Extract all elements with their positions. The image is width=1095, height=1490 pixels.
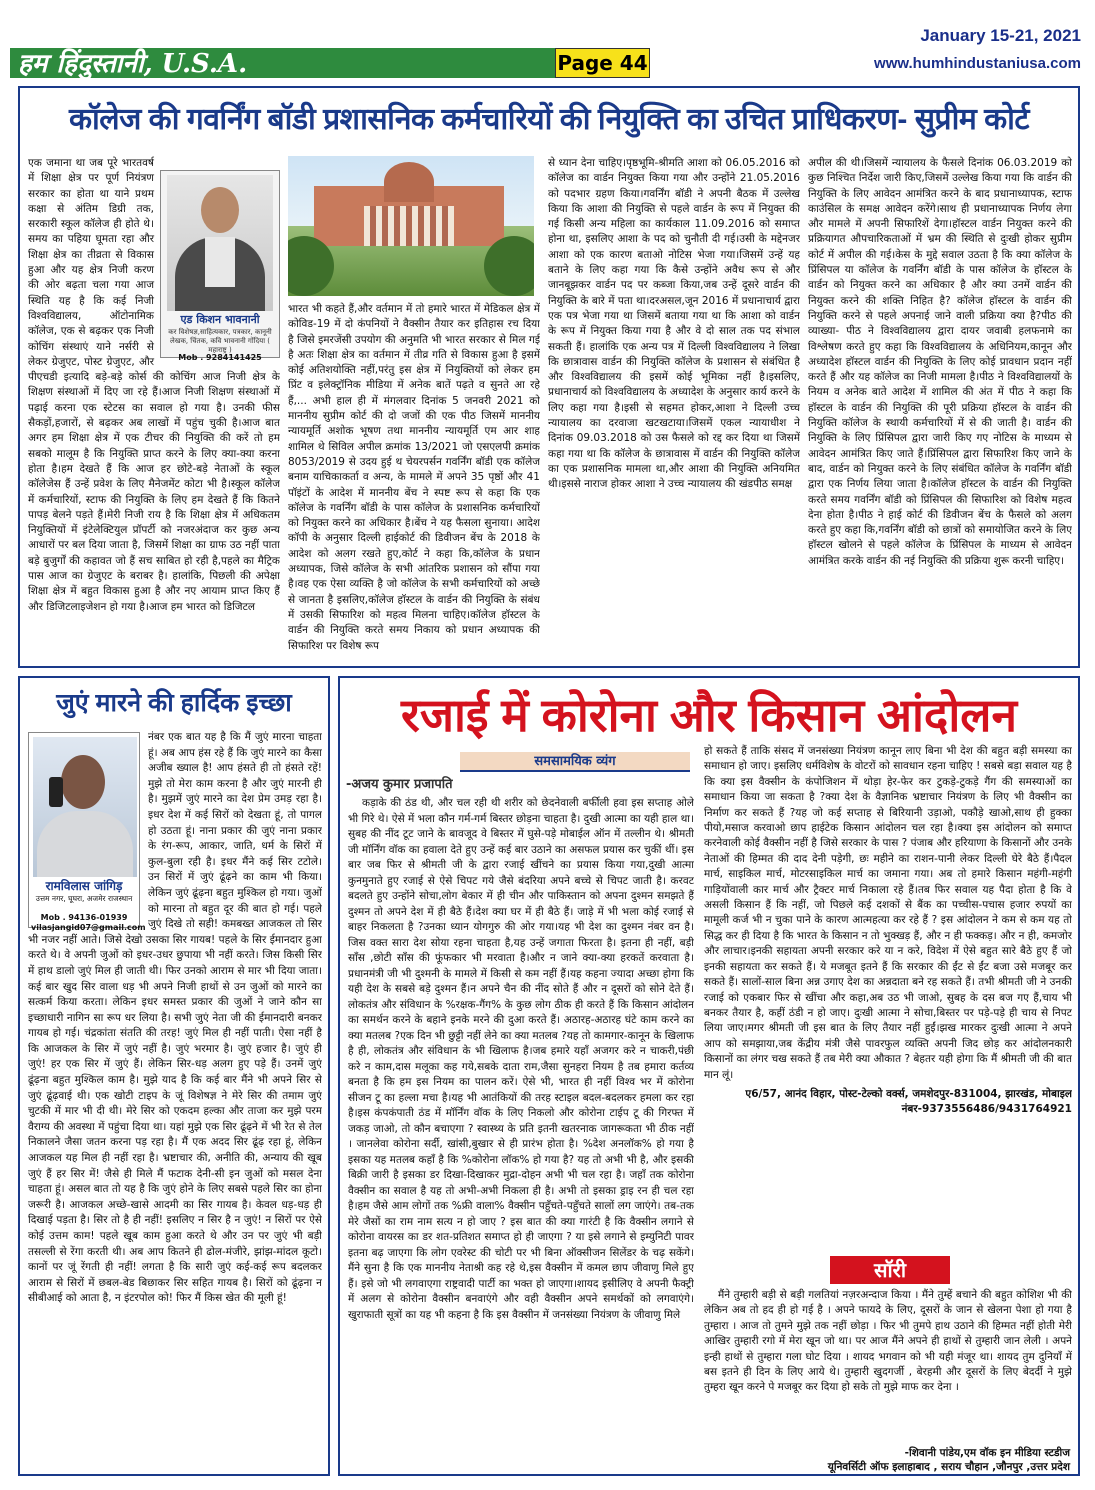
headline: जुएं मारने की हार्दिक इच्छा bbox=[56, 689, 292, 717]
article-column-3 bbox=[548, 156, 800, 664]
website: www.humhindustaniusa.com bbox=[874, 55, 1081, 72]
author-name: रामविलास जांगिड़ bbox=[45, 879, 123, 893]
masthead bbox=[0, 0, 1095, 82]
story-corona-farmers bbox=[338, 676, 1080, 1476]
story-lice bbox=[18, 676, 330, 1476]
sorry-article bbox=[704, 1288, 1072, 1446]
article-body bbox=[28, 730, 322, 1472]
issue-date: January 15-21, 2021 bbox=[920, 26, 1081, 45]
story-supreme-court bbox=[18, 86, 1080, 668]
author-address: ए6/57, आनंद विहार, पोस्ट-टेल्को वर्क्स, जमशेदपुर-831004, झारखंड, मोबाइल नंबर-9373556486/9431764921 bbox=[745, 1087, 1072, 1116]
article-text: नंबर एक बात यह है कि मैं जुएं मारना चाहता हूं। अब आप हंस रहे हैं कि जुएं मारने का कैसा अजीब ख्याल है! आप हंसते ही तो हंसते रहें! मुझे तो मेरा काम करना है और जुएं मारनी ही है। मुझमें जुएं मारने का देश प्रेम उमड़ रहा है। इधर देश में कई सिरों को देखता हूं, तो पागल हो उठता हूं। नाना प्रकार की जुएं नाना प्रकार के रंग-रूप, आकार, जाति, धर्म के सिरों में कुल-बुला रही है। इधर मैंने कई सिर टटोले। उन सिरों में जुएं ढूंढ़ने का काम भी किया। लेकिन जुएं ढूंढ़ना बहुत मुश्किल हो गया। जुओं को मारना तो बहुत दूर की बात हो गई। पहले जुएं दिखे तो सही! कमबख्त आजकल तो सिर भी नजर नहीं आते। जिसे देखो उसका सिर गायब! पहले के सिर ईमानदार हुआ करते थे। वे अपनी जुओं को इधर-उधर छुपाया भी नहीं करते। जिस किसी सिर में हाथ डालो जुएं मिल ही जाती थी। फिर उनको आराम से मार भी दिया जाता। कई बार खुद सिर वाला धड़ भी अपने निजी हाथों से उन जुओं को मारने का सत्कर्म किया करता। लेकिन इधर समस्त प्रकार की जुओं ने जाने कौन सा इच्छाधारी नागिन सा रूप धर लिया है। सभी जुएं नेता जी की ईमानदारी बनकर गायब हो गई। चंद्रकांता संतति की तरह! जुएं मिल ही नहीं पाती। ऐसा नहीं है कि आजकल के सिर में जुएं नहीं है। जुएं भरमार है। जुएं हजार है। जुएं ही जुएं! हर एक सिर में जुएं हैं। लेकिन सिर-धड़ अलग हुए पड़े हैं। उनमें जुएं ढूंढ़ना बहुत मुश्किल काम है। मुझे याद है कि कई बार मैंने भी अपने सिर से जुएं ढूंढ़वाई थी। एक खोटी टाइप के जूं विशेषज्ञ ने मेरे सिर की तमाम जुएं चुटकी में मार भी दी थी। मेरे सिर को एकदम हल्का और ताजा कर मुझे परम वैराग्य की अवस्था में पहुंचा दिया था। यहां मुझे एक सिर ढूंढ़ने में भी रेत से तेल निकालने जैसा जतन करना पड़ रहा है। मैं एक अदद सिर ढूंढ़ रहा हूं, लेकिन आजकल यह मिल ही नहीं रहा है। भ्रष्टाचार की, अनीति की, अन्याय की खूब जुएं हैं हर सिर में! जैसे ही मिले मैं फटाक देनी-सी इन जुओं को मसल देना चाहता हूं। असल बात तो यह है कि जुएं होने के लिए सबसे पहले सिर का होना जरूरी है। आजकल अच्छे-खासे आदमी का सिर गायब है। केवल धड़-धड़ ही दिखाई पड़ता है। सिर तो है ही नहीं! इसलिए न सिर है न जुएं! न सिरों पर ऐसे कोई उत्तम काम! पहले खूब काम हुआ करते थे और उन पर जुएं भी बड़ी तसल्ली से रेंगा करती थी। अब आप कितने ही ढोल-मंजीरे, झांझ-मांदल कूटो। कानों पर जूं रेंगती ही नहीं! लगता है कि सारी जुएं कई-कई रूप बदलकर आराम से सिरों में छबल-बेड बिछाकर सिर सहित गायब है। सिरों को ढूंढ़ना न सीबीआई को आता है, न इंटरपोल को! फिर मैं किस खेत की मूली हूं! bbox=[28, 731, 322, 1305]
section-kicker: समसामयिक व्यंग bbox=[460, 752, 690, 772]
author-name: एड किशन भावनानी bbox=[180, 313, 260, 326]
article-text: मैंने तुम्हारी बड़ी से बड़ी गलतियां नज़रअन्दाज किया । मैंने तुम्हें बचाने की बहुत कोशिश भी की लेकिन अब तो हद ही हो गई है । अपने फायदे के लिए, दूसरों के जान से खेलना पेशा हो गया है तुम्हारा । आज तो तुमने मुझे तक नहीं छोड़ा । फिर भी तुमपे हाथ उठाने की हिम्मत नहीं होती मेरी आखिर तुम्हारी रगो में मेरा खून जो था। पर आज मैंने अपने ही हाथों से तुम्हारी जान लेली । अपने इन्ही हाथों से तुम्हारा गला घोट दिया । शायद भगवान को भी यही मंजूर था। शायद तुम दुनियाँ में बस इतने ही दिन के लिए आये थे। तुम्हारी खुदगर्जी , बेरहमी और दूसरों के लिए बेदर्दी ने मुझे तुम्हरा खून करने पे मजबूर कर दिया हो सके तो मुझे माफ कर देना । bbox=[704, 1289, 1072, 1394]
author-photo bbox=[33, 737, 137, 877]
author-description: उत्तम नगर, घूघरा, अजमेर राजस्थान bbox=[35, 894, 133, 903]
author-profile bbox=[28, 732, 146, 932]
author-contact bbox=[31, 913, 146, 933]
article-column-1 bbox=[28, 156, 280, 664]
author-description: कर विशेषज्ञ,साहित्यकार, पत्रकार, कानूनी लेखक, चिंतक, कवि भावनानी गोंदिया ( महाराष्ट्र ) bbox=[168, 328, 272, 354]
article-text: भारत भी कहते हैं,और वर्तमान में तो हमारे भारत में मेडिकल क्षेत्र में कोविड-19 में दो कंपनियों ने वैक्सीन तैयार कर इतिहास रच दिया है जिसे इमरजेंसी उपयोग की अनुमति भी भारत सरकार से मिल गई है अतः शिक्षा क्षेत्र का वर्तमान में तीव्र गति से विकास हुआ है इसमें कोई अतिशयोक्ति नहीं,परंतु इस क्षेत्र में नियुक्तियों को लेकर हम प्रिंट व इलेक्ट्रॉनिक मीडिया में अनेक बातें पढ़ते व सुनते आ रहे हैं,... अभी हाल ही में मंगलवार दिनांक 5 जनवरी 2021 को माननीय सुप्रीम कोर्ट की दो जजों की एक पीठ जिसमें माननीय न्यायमूर्ति अशोक भूषण तथा माननीय न्यायमूर्ति एम आर शाह शामिल थे सिविल अपील क्रमांक 13/2021 जो एसएलपी क्रमांक 8053/2019 से उदय हुई थ चेयरपर्सन गवर्निंग बॉडी एक कॉलेज बनाम याचिकाकर्ता व अन्य, के मामले में अपने 35 पृष्ठों और 41 पॉइंटों के आदेश में माननीय बेंच ने स्पष्ट रूप से कहा कि एक कॉलेज के गवर्निंग बॉडी के पास कॉलेज के प्रशासनिक कर्मचारियों को नियुक्त करने का अधिकार है।बेंच ने यह फैसला सुनाया। आदेश कॉपी के अनुसार दिल्ली हाईकोर्ट की डिवीजन बेंच के 2018 के आदेश को अलग रखते हुए,कोर्ट ने कहा कि,कॉलेज के प्रधान अध्यापक, जिसे कॉलेज के सभी आंतरिक प्रशासन को सौंपा गया है।वह एक ऐसा व्यक्ति है जो कॉलेज के सभी कर्मचारियों को अच्छे से जानता है इसलिए,कॉलेज हॉस्टल के वार्डन की नियुक्ति के संबंध में उसकी सिफारिश को महत्व मिलना चाहिए।कॉलेज हॉस्टल के वार्डन की नियुक्ति करते समय निकाय को प्रधान अध्यापक की सिफारिश पर विशेष रूप bbox=[288, 303, 540, 652]
article-text: कड़ाके की ठंड थी, और चल रही थी शरीर को छेदनेवाली बर्फीली हवा इस सप्ताह ओले भी गिरे थे। ऐसे में भला कौन गर्म-गर्म बिस्तर छोड़ना चाहता है। दुखी आत्मा का यही हाल था। सुबह की नींद टूट जाने के बावजूद वे बिस्तर में घुसे-पड़े मोबाईल ऑन में तल्लीन थे। श्रीमती जी मॉर्निंग वॉक का हवाला देते हुए उन्हें कई बार उठाने का असफल प्रयास कर चुकीं थीं। इस बार जब फिर से श्रीमती जी के द्वारा रजाई खींचने का प्रयास किया गया,दुखी आत्मा कुनमुनाते हुए रजाई से ऐसे चिपट गये जैसे बंदरिया अपने बच्चे से चिपट जाती है। करवट बदलते हुए उन्होंने सोचा,लोग बेकार में ही चीन और पाकिस्तान को अपना दुश्मन समझते हैं दुश्मन तो अपने देश में ही बैठे हैं।देश क्या घर में ही बैठे हैं। जाड़े में भी भला कोई रजाई से बाहर निकलता है ?उनका ध्यान योगगुरु की ओर गया।यह भी देश का दुश्मन नंबर वन है। जिस वक्त सारा देश सोया रहना चाहता है,यह उन्हें जगाता फिरता है। इतना ही नहीं, बड़ी साँस ,छोटी साँस की फूंफकार भी मरवाता है।और न जाने क्या-क्या हरकतें करवाता है। प्रधानमंत्री जी भी दुश्मनी के मामले में किसी से कम नहीं हैं।यह कहना ज्यादा अच्छा होगा कि यही देश के सबसे बड़े दुश्मन हैं।न अपने चैन की नींद सोते हैं और न दूसरों को सोने देते हैं। लोकतंत्र और संविधान के %रक्षक-गैंग% के कुछ लोग ठीक ही करते हैं कि किसान आंदोलन का समर्थन करने के बहाने इनके मरने की दुआ करते हैं। अठारह-अठारह घंटे काम करने का क्या मतलब ?एक दिन भी छुट्टी नहीं लेने का क्या मतलब ?यह तो कामगार-कानून के खिलाफ है ही, लोकतंत्र और संविधान के भी खिलाफ है।जब हमारे यहाँ अजगर करे न चाकरी,पंछी करे न काम,दास मलूका कह गये,सबके दाता राम,जैसा सुनहरा नियम है तब हमारा कर्तव्य बनता है कि हम इस नियम का पालन करें। ऐसे भी, भारत ही नहीं विश्व भर में कोरोना सीजन टू का हल्ला मचा है।यह भी आतंकियों की तरह स्टाइल बदल-बदलकर हमला कर रहा है।इस कंपकंपाती ठंड में मॉर्निंग वॉक के लिए निकलो और कोरोना टाईप टू की गिरफ्त में जकड़ जाओ, तो कौन बचाएगा ? स्वास्थ्य के प्रति इतनी खतरनाक जागरूकता भी ठीक नहीं । जानलेवा कोरोना सर्दी, खांसी,बुखार से ही प्रारंभ होता है। %देश अनलॉक% हो गया है इसका यह मतलब कहाँ है कि %कोरोना लॉक% हो गया है? यह तो अभी भी है, और इसकी बिक्री जारी है इसका डर दिखा-दिखाकर मुद्रा-दोहन अभी भी चल रहा है। जहाँ तक कोरोना वैक्सीन का सवाल है यह तो अभी-अभी निकला ही है। अभी तो इसका ड्राइ रन ही चल रहा है।हम जैसे आम लोगों तक %फ्री वाला% वैक्सीन पहुँचते-पहुँचते सालों लग जाएंगे। तब-तक मेरे जैसों का राम नाम सत्य न हो जाए ? इस बात की क्या गारंटी है कि वैक्सीन लगाने से कोरोना वायरस का डर शत-प्रतिशत समाप्त हो ही जाएगा ? या इसे लगाने से इम्युनिटी पावर इतना बढ़ जाएगा कि लोग एवरेस्ट की चोटी पर भी बिना ऑक्सीजन सिलेंडर के चढ़ सकेंगे। मैंने सुना है कि एक माननीय नेताश्री कह रहे थे,इस वैक्सीन में कमल छाप जीवाणु मिले हुए हैं। इसे जो भी लगवाएगा राष्ट्रवादी पार्टी का भक्त हो जाएगा।शायद इसीलिए वे अपनी फैक्ट्री में अलग से कोरोना वैक्सीन बनवाएंगे और वही वैक्सीन अपने समर्थकों को लगवाएंगे। खुराफाती सूत्रों का यह भी कहना है कि इस वैक्सीन में जनसंख्या नियंत्रण के जीवाणु मिले bbox=[348, 797, 694, 1321]
byline: -अजय कुमार प्रजापति bbox=[346, 777, 453, 792]
article-text: अपील की थी।जिसमें न्यायालय के फैसले दिनांक 06.03.2019 को कुछ निश्चित निर्देश जारी किए,जिसमें उल्लेख किया गया कि वार्डन की नियुक्ति के लिए आवेदन आमंत्रित करने के बाद प्रधानाध्यापक, स्टाफ काउंसिल के समक्ष आवेदन करेंगे।साथ ही प्रधानाध्यापक निर्णय लेगा और मामले में अपनी सिफारिशें देगा।हॉस्टल वार्डन नियुक्त करने की प्रक्रियागत औपचारिकताओं में भ्रम की स्थिति से दुःखी होकर सुप्रीम कोर्ट में अपील की गई।केस के मुद्दे सवाल उठता है कि क्या कॉलेज के प्रिंसिपल या कॉलेज के गवर्निंग बॉडी के पास कॉलेज के हॉस्टल के वार्डन को नियुक्त करने का अधिकार है और क्या उनमें वार्डन की नियुक्त करने की शक्ति निहित है? कॉलेज हॉस्टल के वार्डन की नियुक्ति करने से पहले अपनाई जाने वाली प्रक्रिया क्या है?पीठ की व्याख्या- पीठ ने विश्वविद्यालय द्वारा दायर जवाबी हलफनामे का विश्लेषण करते हुए कहा कि विश्वविद्यालय के अधिनियम,कानून और अध्यादेश हॉस्टल वार्डन की नियुक्ति के लिए कोई प्रावधान प्रदान नहीं करते हैं और यह कॉलेज का निजी मामला है।पीठ ने विश्वविद्यालयों के नियम व अनेक बाते आदेश में शामिल की अंत में पीठ ने कहा कि हॉस्टल के वार्डन की नियुक्ति की पूरी प्रक्रिया हॉस्टल के वार्डन की नियुक्ति कॉलेज के स्थायी कर्मचारियों में से की जाती है। वार्डन की नियुक्ति के लिए प्रिंसिपल द्वारा जारी किए गए नोटिस के माध्यम से आवेदन आमंत्रित किए जाते हैं।प्रिंसिपल द्वारा सिफारिश किए जाने के बाद, वार्डन को नियुक्त करने के लिए संबंधित कॉलेज के गवर्निंग बॉडी द्वारा एक निर्णय लिया जाता है।कॉलेज हॉस्टल के वार्डन की नियुक्ति करते समय गवर्निंग बॉडी को प्रिंसिपल की सिफारिश को विशेष महत्व देना होता है।पीठ ने हाई कोर्ट की डिवीजन बेंच के फैसले को अलग करते हुए कहा कि,गवर्निंग बॉडी को छात्रों को समायोजित करने के लिए हॉस्टल खोलने से पहले कॉलेज के प्रिंसिपल के माध्यम से आवेदन आमंत्रित करके वार्डन की नई नियुक्ति की प्रक्रिया शुरू करनी चाहिए। bbox=[808, 157, 1072, 567]
article-column-2 bbox=[704, 744, 1072, 1254]
article-column-1 bbox=[348, 796, 694, 1472]
page-number: Page 44 bbox=[555, 48, 650, 78]
sorry-headline: सॉरी bbox=[830, 1256, 950, 1284]
phone-icon bbox=[49, 777, 63, 807]
headline: कॉलेज की गवर्निंग बॉडी प्रशासनिक कर्मचारियों की नियुक्ति का उचित प्राधिकरण- सुप्रीम कोर्ट bbox=[68, 103, 1030, 136]
supreme-court-photo bbox=[288, 156, 534, 296]
author-email: vilasjangid07@gmail.com bbox=[31, 923, 146, 932]
article-text: एक जमाना था जब पूरे भारतवर्ष में शिक्षा क्षेत्र पर पूर्ण नियंत्रण सरकार का होता था याने प्रथम कक्षा से अंतिम डिग्री तक, सरकारी स्कूल कॉलेज ही होते थे। समय का पहिया घूमता रहा और शिक्षा क्षेत्र का तीव्रता से विकास हुआ और यह क्षेत्र निजी करण की ओर बढ़ता चला गया आज स्थिति यह है कि कई निजी विश्वविद्यालय, ऑटोनामिक कॉलेज, एक से बढ़कर एक निजी कोचिंग संस्थाएं याने नर्सरी से लेकर ग्रेजुएट, पोस्ट ग्रेजुएट, और पीएचडी इत्यादि बड़े-बड़े कोर्स की कोचिंग आज निजी क्षेत्र के शिक्षण संस्थाओं में दिए जा रहे हैं।आज निजी शिक्षण संस्थाओं में पढ़ाई करना एक स्टेटस का सवाल हो गया है। उनकी फीस सैकड़ों,हजारों, से बढ़कर अब लाखों में पहुंच चुकी है।आज बात अगर हम शिक्षा क्षेत्र में एक टीचर की नियुक्ति की करें तो हम सबको मालूम है कि नियुक्ति प्राप्त करने के लिए क्या-क्या करना होता है।हम देखते हैं कि आज हर छोटे-बड़े नेताओं के स्कूल कॉलेजेस हैं उन्हें प्रवेश के लिए मैनेजमेंट कोटा भी है।स्कूल कॉलेज में कर्मचारियों, स्टाफ की नियुक्ति के लिए हम देखते हैं कि कितने पापड़ बेलने पड़ते हैं।मेरी निजी राय है कि शिक्षा क्षेत्र में अधिकतम नियुक्तियों में इंटेलेक्टियुल प्रॉपर्टी को नजरअंदाज कर कुछ अन्य आधारों पर बल दिया जाता है, जिसमें शिक्षा का ग्राफ उठ नहीं पाता बड़े बुजुर्गों की कहावत जो हैं सच साबित हो रही है,पहले का मैट्रिक पास आज का ग्रेजुएट के बराबर है। हालांकि, पिछली की अपेक्षा शिक्षा क्षेत्र में बहुत विकास हुआ है और नए आयाम प्राप्त किए हैं और डिजिटलाइजेशन हो गया है।आज हम भारत को डिजिटल bbox=[28, 157, 280, 613]
headline: रजाई में कोरोना और किसान आंदोलन bbox=[401, 689, 1017, 741]
article-column-4 bbox=[808, 156, 1072, 664]
article-text: से ध्यान देना चाहिए।पृष्ठभूमि-श्रीमति आशा को 06.05.2016 को कॉलेज का वार्डन नियुक्त किया गया और उन्होंने 21.05.2016 को पदभार ग्रहण किया।गवर्निंग बॉडी ने अपनी बैठक में उल्लेख किया कि आशा की नियुक्ति से पहले वार्डन के रूप में नियुक्त की गई किसी अन्य महिला का कार्यकाल 11.09.2016 को समाप्त होना था, इसलिए आशा के पद को चुनौती दी गई।उसी के मद्देनजर आशा को एक कारण बताओ नोटिस भेजा गया।जिसमें उन्हें यह बताने के लिए कहा गया कि कैसे उन्होंने अवैध रूप से और जानबूझकर वार्डन पद पर कब्जा किया,जब उन्हें दूसरे वार्डन की नियुक्ति के बारे में पता था।दरअसल,जून 2016 में प्रधानाचार्य द्वारा एक पत्र भेजा गया था जिसमें बताया गया था कि आशा को वार्डन के रूप में नियुक्त किया गया है और वे दो साल तक पद संभाल सकती हैं। हालांकि एक अन्य पत्र में दिल्ली विश्वविद्यालय ने लिखा कि छात्रावास वार्डन की नियुक्ति कॉलेज के प्रशासन से संबंधित है और विश्वविद्यालय की इसमें कोई भूमिका नहीं है।इसलिए, प्रधानाचार्य को विश्वविद्यालय के अध्यादेश के अनुसार कार्य करने के लिए कहा गया है।इसी से सहमत होकर,आशा ने दिल्ली उच्च न्यायालय का दरवाजा खटखटाया।जिसमें एकल न्यायाधीश ने दिनांक 09.03.2018 को उस फैसले को रद्द कर दिया था जिसमें कहा गया था कि कॉलेज के छात्रावास में वार्डन की नियुक्ति कॉलेज का एक प्रशासनिक मामला था,और आशा की नियुक्ति अनियमित थी।इससे नाराज होकर आशा ने उच्च न्यायालय की खंडपीठ समक्ष bbox=[548, 157, 800, 491]
signature-name: -शिवानी पांडेय,एम वॉक इन मीडिया स्टडीज bbox=[904, 1447, 1070, 1459]
article-column-2 bbox=[288, 156, 540, 664]
author-mobile: Mob . 9284141425 bbox=[178, 353, 262, 362]
article-text: हो सकते हैं ताकि संसद में जनसंख्या नियंत्रण कानून लाए बिना भी देश की बहुत बड़ी समस्या का समाधान हो जाए। इसलिए धर्मविशेष के वोटरों को सावधान रहना चाहिए ! सबसे बड़ा सवाल यह है कि क्या इस वैक्सीन के कंपोजिशन में थोड़ा हेर-फेर कर टुकड़े-टुकड़े गैंग की समस्याओं का समाधान किया जा सकता है ?क्या देश के वैज्ञानिक भ्रष्टाचार नियंत्रण के लिए भी वैक्सीन का निर्माण कर सकते हैं ?यह जो कई सप्ताह से बिरियानी उड़ाओ, पकौड़े खाओ,साथ ही हुक्का पीयो,मसाज करवाओ छाप हाईटेक किसान आंदोलन चल रहा है।क्या इस आंदोलन को समाप्त करनेवाली कोई वैक्सीन नहीं है जिसे सरकार के पास ? पंजाब और हरियाणा के किसानों और उनके नेताओं की हिम्मत की दाद देनी पड़ेगी, छः महीने का राशन-पानी लेकर दिल्ली घेरे बैठे हैं।पैदल मार्च, साइकिल मार्च, मोटरसाइकिल मार्च का जमाना गया। अब तो हमारे किसान महंगी-महंगी गाड़ियोंवाली कार मार्च और ट्रैक्टर मार्च निकाला रहे हैं।तब फिर सवाल यह पैदा होता है कि वे असली किसान हैं कि नहीं, जो पिछले कई दशकों से बैंक का पच्चीस-पचास हजार रुपयों का मामूली कर्ज भी न चुका पाने के कारण आत्महत्या कर रहे हैं ? इस आंदोलन ने कम से कम यह तो सिद्ध कर ही दिया है कि भारत के किसान न तो भुक्खड़ हैं, और न ही फक्कड़। और न ही, कमजोर और लाचार।इनकी सहायता अपनी सरकार करे या न करे, विदेश में ऐसे बहुत सारे बैठे हुए हैं जो इनकी सहायता कर सकते हैं। ये मजबूत इतने हैं कि सरकार की ईंट से ईंट बजा उसे मजबूर कर सकते हैं। सालों-साल बिना अन्न उगाए देश का अन्नदाता बने रह सकते हैं। तभी श्रीमती जी ने उनकी रजाई को एकबार फिर से खींचा और कहा,अब उठ भी जाओ, सुबह के दस बज गए हैं,चाय भी बनकर तैयार है, कहीं ठंडी न हो जाए। दुःखी आत्मा ने सोचा,बिस्तर पर पड़े-पड़े ही चाय से निपट लिया जाए।मगर श्रीमती जी इस बात के लिए तैयार नहीं हुईं।झख मारकर दुःखी आत्मा ने अपने आप को समझाया,जब केंद्रीय मंत्री जैसे पावरफुल व्यक्ति अपनी जिद छोड़ कर आंदोलनकारी किसानों का लंगर चख सकते हैं तब मेरी क्या औकात ? बेहतर यही होगा कि मैं श्रीमती जी की बात मान लूं। bbox=[704, 745, 1072, 1081]
author-mobile: Mob . 94136-01939 bbox=[40, 913, 128, 922]
signature-institution: यूनिवर्सिटी ऑफ इलाहाबाद , सराय चौहान ,जौनपुर ,उत्तर प्रदेश bbox=[827, 1461, 1070, 1473]
author-photo bbox=[167, 175, 273, 311]
author-profile bbox=[160, 170, 280, 362]
signature bbox=[704, 1446, 1070, 1474]
newspaper-name: हम हिंदुस्तानी, U.S.A. bbox=[18, 49, 248, 79]
